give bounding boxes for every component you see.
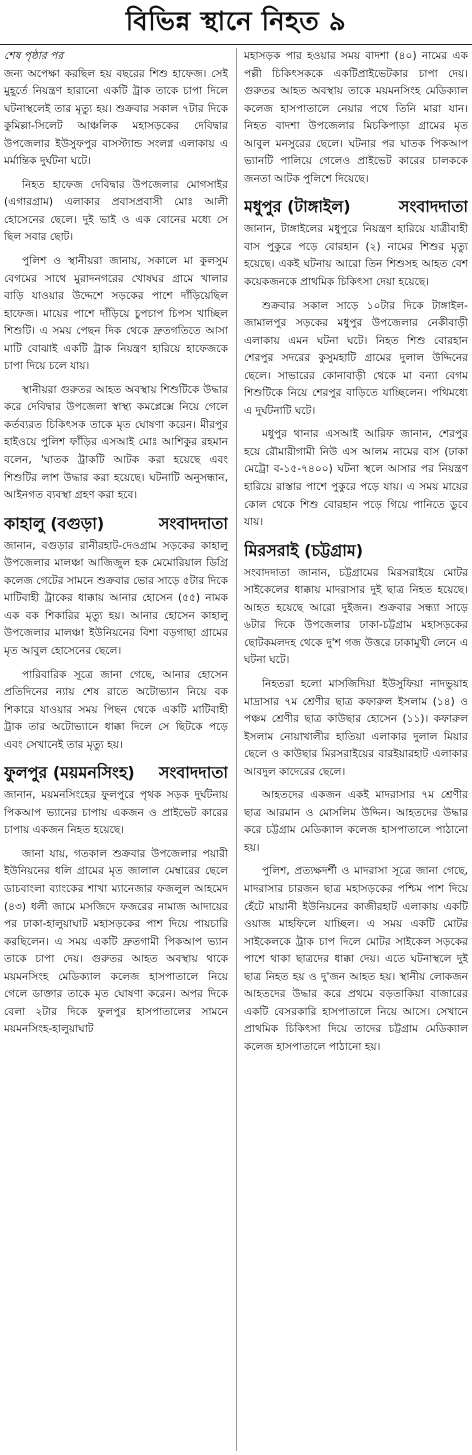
article-paragraph: মধুপুর থানার এসআই আরিফ জানান, শেরপুর হয়ে রৌমারীগামী নিউ এস আলম নামের বাস (ঢাকা মেট্রো ব-১৫-৭৪০০) ঘটনা স্থলে আসার পর নিয়ন্ত্রণ হারিয়ে রাস্তার পাশে পুকুরে পড়ে যায়। এ সময় মায়ের কোল থেকে শিশু বোরহান পড়ে গিয়ে পানিতে ডুবে যায়। (244, 428, 468, 529)
article-paragraph: নিহত হাফেজ দেবিদ্বার উপজেলার মোগসাইর (এগারগ্রাম) এলাকার প্রবাসপ্রবাসী মোঃ আলী হোসেনের ছেলে। দুই ভাই ও এক বোনের মধ্যে সে ছিল সবার ছোট। (4, 178, 228, 244)
article-paragraph: জানান, টাঙ্গাইলের মধুপুরে নিয়ন্ত্রণ হারিয়ে যাত্রীবাহী বাস পুকুরে পড়ে বোরহান (২) নামের শিশুর মৃত্যু হয়েছে। একই ঘটনায় আরো তিন শিশুসহ আহত বেশ কয়েকজনকে প্রাথমিক চিকিৎসা দেয়া হয়েছে। (244, 223, 468, 289)
article-paragraph: পারিবারিক সূত্রে জানা গেছে, আনার হোসেন প্রতিদিনের ন্যায় শেষ রাতে অটোভ্যান নিয়ে বক শিকারে যাওয়ার সময় পিছন থেকে একটি মাটিবাহী ট্রাক তার অটোভ্যানে ধাক্কা দিলে সে ছিটকে পড়ে এবং সেখানেই তার মৃত্যু হয়। (4, 668, 228, 751)
dateline-reporter: সংবাদদাতা (398, 197, 468, 217)
dateline-place: মধুপুর (টাঙ্গাইল) (244, 197, 351, 217)
article-paragraph: জন্য অপেক্ষা করছিল হয় বছরের শিশু হাফেজ। সেই মুহূর্তে নিয়ন্ত্রণ হারানো একটি ট্রাক তাকে চাপা দিলে ঘটনাস্থলেই তার মৃত্যু হয়। শুক্রবার সকাল ৭টার দিকে কুমিল্লা-সিলেট আঞ্চলিক মহাসড়কের দেবিদ্বার উপজেলার ইউসুফপুর বাসস্ট্যান্ড সংলগ্ন এলাকায় এ মর্মান্তিক দুর্ঘটনা ঘটে। (4, 67, 228, 168)
dateline (4, 760, 228, 787)
article-paragraph: শুক্রবার সকাল সাড়ে ১০টার দিকে টাঙ্গাইল-জামালপুর সড়কের মধুপুর উপজেলার নেকীবাড়ী এলাকায় এমন ঘটনা ঘটে। নিহত শিশু বোরহান শেরপুর সদরের কুসুমহাটি গ্রামের দুলাল উদ্দিনের ছেলে। সাভারের কোনাবাড়ী থেকে মা বন্যা বেগম শিশুটিকে নিয়ে শেরপুর বাড়িতে যাচ্ছিলেন। পথিমধ্যে এ দুর্ঘটনাটি ঘটে। (244, 299, 468, 417)
article-paragraph: পুলিশ, প্রত্যক্ষদর্শী ও মাদরাসা সূত্রে জানা গেছে, মাদরাসার চারজন ছাত্র মহাসড়কের পশ্চিম পাশ দিয়ে হেঁটে মায়ানী ইউনিয়নের কাজীরহাট এলাকায় একটি ওয়াজ মাহফিলে যাচ্ছিল। এ সময় একটি মোটর সাইকেলকে ট্রাক চাপ দিলে মোটর সাইকেল সড়কের পাশে থাকা ছাত্রদের ধাক্কা দেয়। এতে ঘটনাস্থলে দুই ছাত্র নিহত হয় ও দু'জন আহত হয়। স্থানীয় লোকজন আহতদের উদ্ধার করে প্রথমে বড়তাকিয়া বাজারের একটি বেসরকারি হাসপাতালে নিয়ে আসে। সেখানে প্রাথমিক চিকিৎসা দিয়ে তাদের চট্টগ্রাম মেডিক্যাল কলেজ হাসপাতালে পাঠানো হয়। (244, 865, 468, 1053)
dateline (244, 538, 468, 565)
article-paragraph: আহতদের একজন একই মাদরাসার ৭ম শ্রেণীর ছাত্র আরমান ও মোসলিম উদ্দিন। আহতদের উদ্ধার করে চট্টগ্রাম মেডিক্যাল কলেজ হাসপাতালে পাঠানো হয়। (244, 789, 468, 854)
article-paragraph: পুলিশ ও স্থানীয়রা জানায়, সকালে মা কুলসুম বেগমের সাথে মুরাদনগরের খোষঘর গ্রামে খালার বাড়ি যাওয়ার উদ্দেশে সড়কের পাশে দাঁড়িয়েছিল হাফেজ। মায়ের পাশে দাঁড়িয়ে চুপচাপ চিপস খাচ্ছিল শিশুটি। এ সময় পেছন দিক থেকে দ্রুতগতিতে আসা মাটি বোঝাই একটি ট্রাক নিয়ন্ত্রণ হারিয়ে হাফেজকে চাপা দিয়ে চলে যায়। (4, 255, 228, 373)
dateline (4, 511, 228, 538)
right-column (244, 48, 468, 1451)
headline: বিভিন্ন স্থানে নিহত ৯ (0, 0, 472, 45)
column-divider (236, 48, 237, 1451)
article-paragraph: জানান, ময়মনসিংহের ফুলপুরে পৃথক সড়ক দুর্ঘটনায় পিকআপ ভ্যানের চাপায় একজন ও প্রাইভেট কারের চাপায় একজন নিহত হয়েছে। (4, 789, 228, 837)
dateline-reporter: সংবাদদাতা (158, 763, 228, 783)
article-paragraph: নিহতরা হলো মাসজিদিয়া ইউসুফিয়া নাদভুয়াহ মাদ্রাসার ৭ম শ্রেণীর ছাত্র কফারুল ইসলাম (১৪) ও পঞ্চম শ্রেণীর ছাত্র কাউছার হোসেন (১১)। কফারুল ইসলাম নোয়াখালীর হাতিয়া এলাকার দুলাল মিয়ার ছেলে ও কাউছার মিরসরাইয়ের বারইয়ারহাট এলাকার আবদুল কাদেরের ছেলে। (244, 677, 468, 778)
dateline-place: মিরসরাই (চট্টগ্রাম) (244, 540, 364, 560)
article-paragraph: মহাসড়ক পার হওয়ার সময় বাদশা (৪০) নামের এক পল্লী চিকিৎসককে একটিপ্রাইভেটকার চাপা দেয়। গুরুতর আহত অবস্থায় তাকে ময়মনসিংহ মেডিক্যাল কলেজ হাসপাতালে নেয়ার পথে তিনি মারা যান। নিহত বাদশা উপজেলার মিচকিপাড়া গ্রামের মৃত আবুল মনসুরের ছেলে। ঘটনার পর ঘাতক পিকআপ ভ্যানটি পালিয়ে গেলেও প্রাইভেট কারের চালককে জনতা আটক পুলিশে দিয়েছে। (244, 50, 468, 185)
dateline (244, 194, 468, 221)
article-paragraph: জানান, বগুড়ার রানীরহাট-দেওগ্রাম সড়কের কাহালু উপজেলার মালঞ্চা আজিজুল হক মেমোরিয়াল ডিগ্রি কলেজ গেটের সামনে শুক্রবার ভোর সাড়ে ৫টার দিকে মাটিবাহী ট্রাকের ধাক্কায় আনার হোসেন (৫৫) নামক এক বক শিকারির মৃত্যু হয়। আনার হোসেন কাহালু উপজেলার মালঞ্চা ইউনিয়নের বিশা বড়গাছা গ্রামের মৃত আবুল হোসেনের ছেলে। (4, 539, 228, 657)
dateline-place: ফুলপুর (ময়মনসিংহ) (4, 763, 135, 783)
article-paragraph: জানা যায়, গতকাল শুক্রবার উপজেলার পয়ারী ইউনিয়নের ধলি গ্রামের মৃত জালাল মেম্বারের ছেলে ডাচবাংলা ব্যাংকের শাখা ম্যানেজার ফজলুল আহমেদ (৪৩) ধলী জামে মসজিদে ফজরের নামাজ আদায়ের পর ঢাকা-হালুয়াঘাট মহাসড়কের পাশ দিয়ে পায়চারি করছিলেন। এ সময় একটি দ্রুতগামী পিকআপ ভ্যান তাকে চাপা দেয়। গুরুতর আহত অবস্থায় থাকে ময়মনসিংহ মেডিক্যাল কলেজ হাসপাতালে নিয়ে গেলে ডাক্তার তাকে মৃত ঘোষণা করেন। অপর দিকে বেলা ২টার দিকে ফুলপুর হাসপাতালের সামনে ময়মনসিংহ-হালুয়াঘাট (4, 847, 228, 1036)
article-paragraph: স্থানীয়রা গুরুতর আহত অবস্থায় শিশুটিকে উদ্ধার করে দেবিদ্বার উপজেলা স্বাস্থ্য কমপ্লেক্সে নিয়ে গেলে কর্তব্যরত চিকিৎসক তাকে মৃত ঘোষণা করেন। মীরপুর হাইওয়ে পুলিশ ফাঁড়ির এসআই মোঃ আশিকুর রহমান বলেন, 'ঘাতক ট্রাকটি আটক করা হয়েছে এবং শিশুটির লাশ উদ্ধার করা হয়েছে। ঘটনাটি অনুসন্ধান, আইনগত ব্যবস্থা গ্রহণ করা হবে। (4, 383, 228, 502)
left-column (4, 48, 228, 1451)
article-paragraph: সংবাদদাতা জানান, চট্টগ্রামের মিরসরাইয়ে মোটর সাইকেলের ধাক্কায় মাদরাসার দুই ছাত্র নিহত হয়েছে। আহত হয়েছে আরো দুইজন। শুক্রবার সন্ধ্যা সাড়ে ৬টার দিকে উপজেলার ঢাকা-চট্টগ্রাম মহাসড়কের ছোটকমলদহ থেকে দু'শ গজ উত্তরে ঢাকামুখী লেনে এ ঘটনা ঘটে। (244, 566, 468, 667)
dateline-reporter: সংবাদদাতা (158, 513, 228, 533)
continued-from-label: শেষ পৃষ্ঠার পর (4, 50, 64, 62)
dateline-place: কাহালু (বগুড়া) (4, 513, 105, 533)
